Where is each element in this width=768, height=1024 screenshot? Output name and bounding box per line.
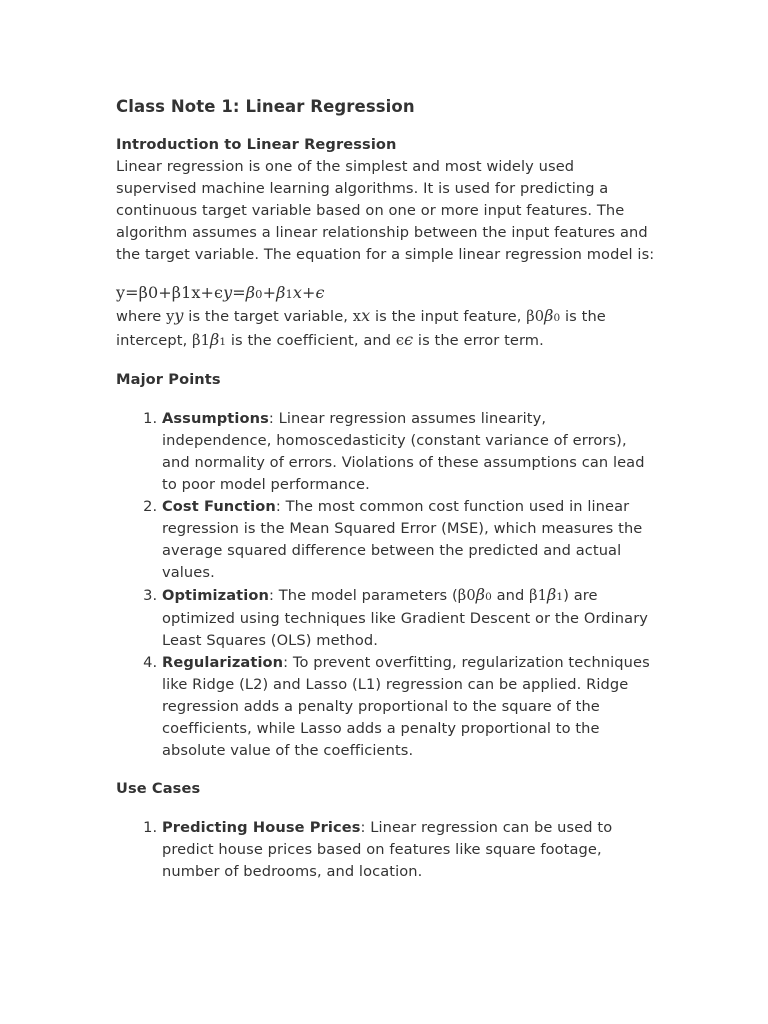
equation-x: x	[292, 283, 302, 302]
explain-e-raw: ϵ	[395, 332, 405, 349]
explain-y: y	[174, 306, 184, 325]
list-item-term: Predicting House Prices	[162, 819, 361, 836]
equation-block	[116, 282, 656, 353]
explain-text-3: is the intercept,	[116, 308, 606, 349]
list-item-text: : Linear regression can be used to predict house prices based on features like square footage, number of bedrooms, and location.	[162, 819, 613, 880]
equation-plus-2: +	[302, 283, 316, 302]
explain-text-1: is the target variable,	[183, 308, 353, 325]
equation-epsilon: ϵ	[315, 283, 325, 302]
explain-beta-1: β	[210, 330, 220, 349]
regression-equation	[116, 282, 656, 305]
explain-x-raw: x	[352, 308, 362, 325]
explain-b0-raw: β0	[526, 308, 545, 325]
opt-and: and	[491, 587, 530, 604]
equation-beta-1: β	[276, 283, 286, 302]
explain-epsilon: ϵ	[404, 330, 414, 349]
list-item	[162, 817, 656, 883]
explain-y-raw: y	[166, 308, 175, 325]
explain-sub-0: 0	[553, 312, 561, 324]
list-item-text: : To prevent overfitting, regularization techniques like Ridge (L2) and Lasso (L1) regression can be applied. Ridge regression adds a penalty proportional to the square of the coefficients, while Lasso adds a penalty proportional to the absolute value of the coefficients.	[162, 654, 650, 759]
explain-sub-1: 1	[219, 336, 227, 348]
explain-text-4: is the coefficient, and	[226, 332, 396, 349]
equation-explanation	[116, 305, 656, 353]
use-cases-heading: Use Cases	[116, 780, 201, 797]
list-item-text-cont: ) are optimized using techniques like Gradient Descent or the Ordinary Least Squares (OLS) method.	[162, 587, 649, 649]
page-title: Class Note 1: Linear Regression	[116, 97, 415, 116]
equation-sub-0: 0	[255, 287, 263, 301]
opt-sub-0: 0	[485, 591, 492, 603]
opt-sub-1: 1	[556, 591, 564, 603]
document-page	[116, 96, 656, 899]
explain-beta-0: β	[544, 306, 554, 325]
intro-paragraph: Linear regression is one of the simplest and most widely used supervised machine learning algorithms. It is used for predicting a continuous target variable based on one or more input features. The algorithm assumes a linear relationship between the input features and the target variable. The equation for a simple linear regression model is:	[116, 158, 655, 263]
equation-raw-text: y=β0+β1x+ϵ	[116, 283, 224, 302]
equation-plus-1: +	[262, 283, 277, 302]
equation-y: y	[223, 283, 233, 302]
major-points-heading: Major Points	[116, 371, 221, 388]
opt-beta-1: β	[547, 585, 557, 604]
equation-sub-1: 1	[285, 287, 293, 301]
equation-equals: =	[232, 283, 246, 302]
equation-beta-0: β	[245, 283, 256, 302]
list-item-term: Optimization	[162, 587, 269, 604]
major-points-list	[116, 408, 656, 762]
explain-x: x	[361, 306, 371, 325]
list-item	[162, 584, 656, 652]
use-cases-list	[116, 817, 656, 883]
list-item	[162, 408, 656, 496]
intro-heading: Introduction to Linear Regression	[116, 136, 397, 153]
list-item	[162, 652, 656, 762]
list-item-text: : The model parameters (	[268, 587, 458, 604]
list-item-term: Assumptions	[162, 410, 269, 427]
explain-b1-raw: β1	[192, 332, 210, 349]
opt-b0-raw: β0	[457, 587, 476, 604]
list-item-term: Cost Function	[162, 498, 276, 515]
explain-where: where	[116, 308, 167, 325]
list-item	[162, 496, 656, 584]
list-item-term: Regularization	[162, 654, 284, 671]
explain-text-2: is the input feature,	[370, 308, 527, 325]
list-item-text: : The most common cost function used in linear regression is the Mean Squared Error (MSE), which measures the average squared difference between the predicted and actual values.	[162, 498, 643, 581]
list-item-text: : Linear regression assumes linearity, independence, homoscedasticity (constant variance of errors), and normality of errors. Violations of these assumptions can lead to poor model performance.	[162, 410, 645, 493]
opt-beta-0: β	[475, 585, 486, 604]
explain-text-5: is the error term.	[413, 332, 544, 349]
opt-b1-raw: β1	[529, 587, 548, 604]
